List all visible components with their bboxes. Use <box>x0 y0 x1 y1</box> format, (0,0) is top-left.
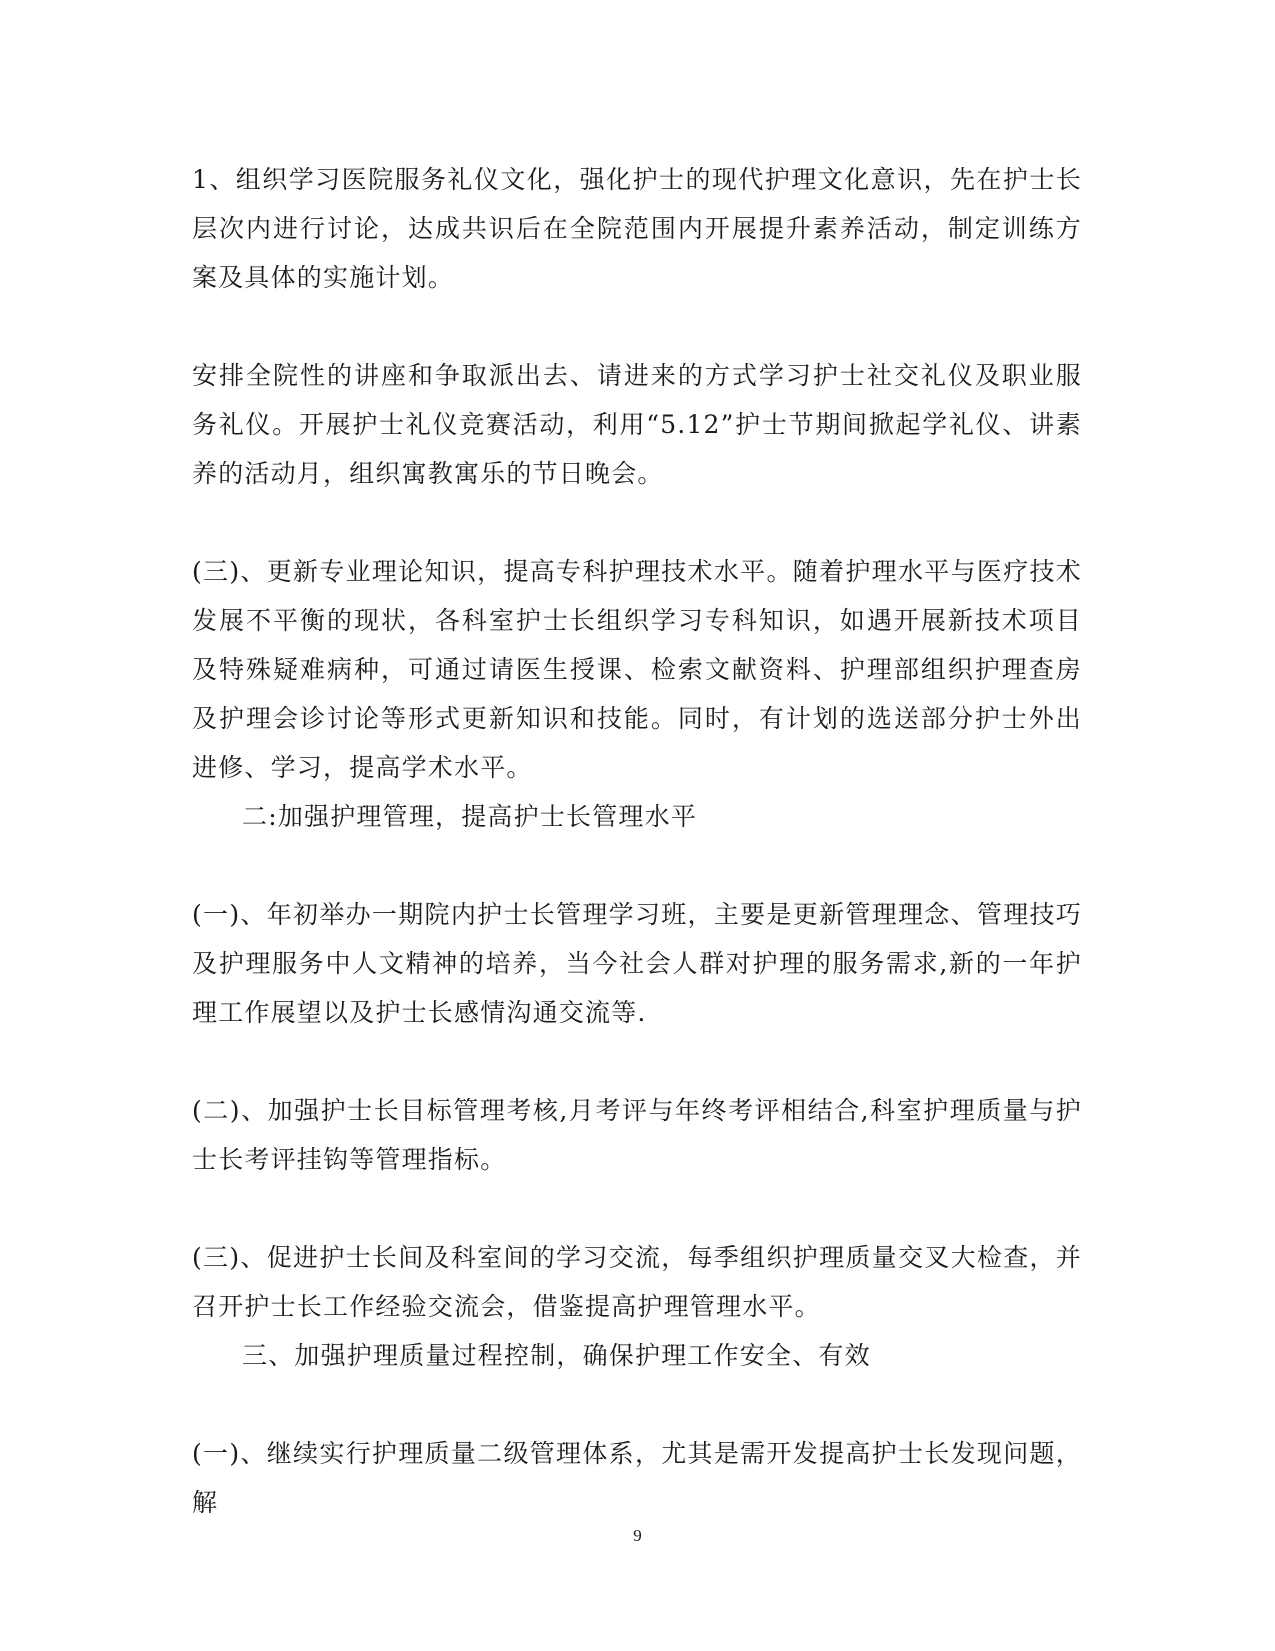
paragraph-quality-system: (一)、继续实行护理质量二级管理体系，尤其是需开发提高护士长发现问题，解 <box>192 1439 1082 1517</box>
paragraph-professional-knowledge: (三)、更新专业理论知识，提高专科护理技术水平。随着护理水平与医疗技术发展不平衡的现状，各科室护士长组织学习专科知识，如遇开展新技术项目及特殊疑难病种，可通过请医生授课、检索文献资料、护理部组织护理查房及护理会诊讨论等形式更新知识和技能。同时，有计划的选送部分护士外出进修、学习，提高学术水平。 <box>192 557 1082 782</box>
paragraph-etiquette-study: 1、组织学习医院服务礼仪文化，强化护士的现代护理文化意识，先在护士长层次内进行讨论，达成共识后在全院范围内开展提升素养活动，制定训练方案及具体的实施计划。 <box>192 165 1082 292</box>
section-heading-quality-control: 三、加强护理质量过程控制，确保护理工作安全、有效 <box>242 1341 871 1370</box>
paragraph-target-assessment: (二)、加强护士长目标管理考核,月考评与年终考评相结合,科室护理质量与护士长考评挂钩等管理指标。 <box>192 1096 1082 1174</box>
page-body <box>192 155 1082 1527</box>
paragraph-exchange: (三)、促进护士长间及科室间的学习交流，每季组织护理质量交叉大检查，并召开护士长工作经验交流会，借鉴提高护理管理水平。 <box>192 1243 1082 1321</box>
paragraph-training-class: (一)、年初举办一期院内护士长管理学习班，主要是更新管理理念、管理技巧及护理服务中人文精神的培养，当今社会人群对护理的服务需求,新的一年护理工作展望以及护士长感情沟通交流等. <box>192 900 1082 1027</box>
section-heading-management: 二:加强护理管理，提高护士长管理水平 <box>242 802 698 831</box>
page-number: 9 <box>633 1526 642 1545</box>
paragraph-etiquette-activities: 安排全院性的讲座和争取派出去、请进来的方式学习护士社交礼仪及职业服务礼仪。开展护士礼仪竞赛活动，利用“5.12”护士节期间掀起学礼仪、讲素养的活动月，组织寓教寓乐的节日晚会。 <box>192 361 1082 488</box>
